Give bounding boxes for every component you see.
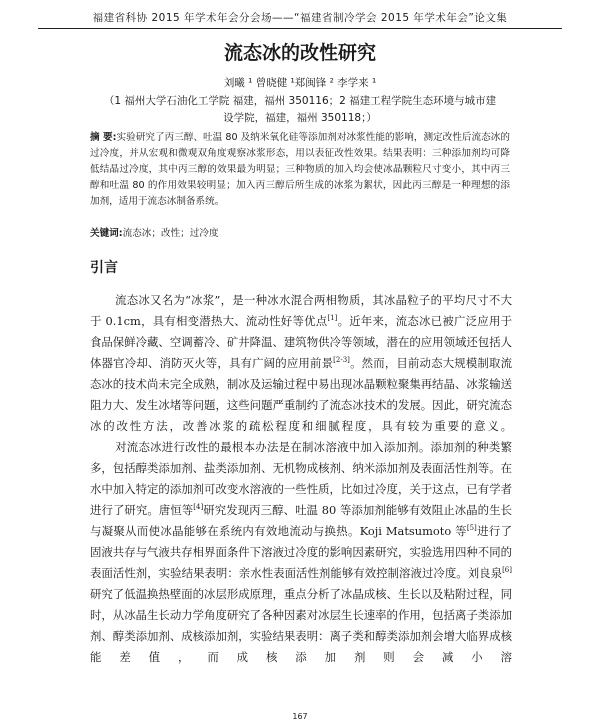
body-text bbox=[90, 290, 512, 668]
citation-2: [2-3] bbox=[333, 356, 350, 365]
header-rule bbox=[38, 28, 562, 29]
keywords-label: 关键词: bbox=[90, 228, 123, 239]
para2-part-a: 对流态冰进行改性的最根本办法是在制冰溶液中加入添加剂。添加剂的种类繁多，包括醇类添加剂、盐类添加剂、无机物成核剂、纳米添加剂及表面活性剂等。在水中加入特定的添加剂可改变水溶液的一些性质，比如过冷度，关于这点，已有学者进行了研究。唐恒等 bbox=[90, 440, 512, 517]
paragraph-2 bbox=[90, 437, 512, 668]
abstract-label: 摘 要: bbox=[90, 132, 117, 143]
citation-5: [5] bbox=[466, 524, 477, 533]
citation-4: [4] bbox=[193, 503, 204, 512]
paper-title: 流态冰的改性研究 bbox=[223, 42, 376, 64]
para2-part-b: 研究发现丙三醇、吐温 80 等添加剂能够有效阻止冰晶的生长与凝聚从而使冰晶能够在系统内有效地流动与换热。Koji Matsumoto 等 bbox=[90, 503, 512, 538]
para1-part-a: 流态冰又名为“冰浆”，是一种冰水混合两相物质，其冰晶粒子的平均尺寸不大于 0.1cm，具有相变潜热大、流动性好等优点 bbox=[90, 293, 512, 328]
keywords-text: 流态冰；改性；过冷度 bbox=[122, 228, 219, 239]
para2-part-d: 研究了低温换热壁面的冰层形成原理，重点分析了冰晶成核、生长以及粘附过程，同时，从冰晶生长动力学角度研究了各种因素对冰层生长速率的作用，包括离子类添加剂、醇类添加剂、成核添加剂，实验结果表明：离子类和醇类添加剂会增大临界成核能差值，而成核添加剂则会减小溶 bbox=[90, 587, 512, 664]
citation-6: [6] bbox=[502, 566, 512, 575]
running-header: 福建省科协 2015 年学术年会分会场——“福建省制冷学会 2015 年学术年会”论文集 bbox=[92, 12, 508, 24]
abstract-text: 实验研究了丙三醇、吐温 80 及纳米氧化硅等添加剂对冰浆性能的影响，测定改性后流态冰的过冷度，并从宏观和微观双角度观察冰浆形态，用以表征改性效果。结果表明：三种添加剂均可降低结晶过冷度，其中丙三醇的效果最为明显；三种物质的加入均会使冰晶颗粒尺寸变小，其中丙三醇和吐温 80 的作用效果较明显；加入丙三醇后所生成的冰浆为絮状，因此丙三醇是一种理想的添加剂，适用于流态冰制备系统。 bbox=[90, 132, 510, 207]
para2-part-c: 进行了固液共存与气液共存相界面条件下溶液过冷度的影响因素研究，实验选用四种不同的表面活性剂，实验结果表明：亲水性表面活性剂能够有效控制溶液过冷度。刘良泉 bbox=[90, 524, 512, 580]
page-number: 167 bbox=[292, 712, 308, 721]
para1-part-b: 。近年来，流态冰已被广泛应用于食品保鲜冷藏、空调蓄冷、矿井降温、建筑物供冷等领域，潜在的应用领域还包括人体器官冷却、消防灭火等，具有广阔的应用前景 bbox=[90, 314, 512, 370]
citation-1: [1] bbox=[327, 314, 338, 323]
paragraph-1 bbox=[90, 290, 512, 437]
keywords bbox=[90, 226, 510, 242]
affiliation: （1 福州大学石油化工学院 福建，福州 350116；2 福建工程学院生态环境与城市建设学院，福建，福州 350118；） bbox=[103, 95, 497, 124]
abstract bbox=[90, 130, 510, 210]
section-heading: 引言 bbox=[90, 260, 118, 276]
para1-part-c: 。然而，目前动态大规模制取流态冰的技术尚未完全成熟，制冰及运输过程中易出现冰晶颗粒聚集再结晶、冰浆输送阻力大、发生冰堵等问题，这些问题严重制约了流态冰技术的发展。因此，研究流态冰的改性方法，改善冰浆的疏松程度和细腻程度，具有较为重要的意义。 bbox=[90, 356, 512, 433]
author-list: 刘曦 ¹ 曾晓健 ¹郑闽锋 ² 李学来 ¹ bbox=[223, 77, 377, 89]
